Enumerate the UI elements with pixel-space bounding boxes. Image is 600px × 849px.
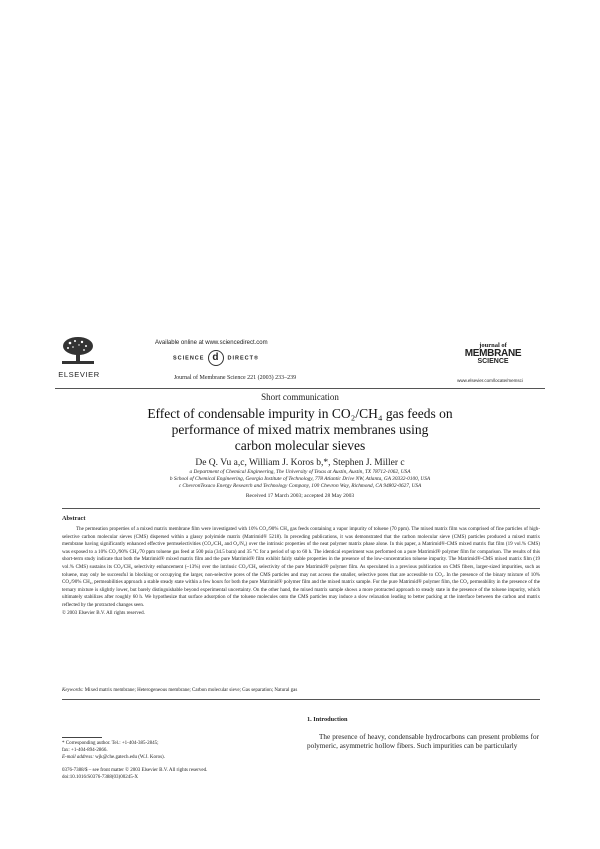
abstract-body: [62, 526, 540, 617]
journal-logo: [463, 342, 523, 366]
received-dates: Received 17 March 2003; accepted 28 May 2003: [245, 493, 355, 499]
journal-url: www.elsevier.com/locate/memsci: [457, 378, 523, 383]
title-line-3: carbon molecular sieves: [234, 438, 366, 453]
journal-logo-line1: journal of: [479, 342, 507, 349]
sciencedirect-logo: [173, 350, 293, 362]
intro-body: [307, 733, 539, 751]
keywords-label: Keywords:: [62, 688, 84, 693]
footnote-rule: [62, 737, 102, 738]
abstract-text: The permeation properties of a mixed matrix membrane film were investigated with 10% CO₂/90% CH₄ gas feeds containing a vapor impurity of toluene (70 ppm). The mixed matrix film was comprised of fine particles of high-selective carbon molecular sieves (CMS) dispersed within a glassy polyimide matrix (Matrimid® 5218). In preceding publications, it was demonstrated that the carbon molecular sieve (CMS) particles produced a mixed matrix membrane having significantly enhanced effective permselectivities (CO₂/CH₄ and O₂/N₂) over the intrinsic properties of the neat polymer matrix phase alone. In this paper, a Matrimid®-CMS mixed matrix flat film (19 vol.% CMS) was exposed to a 10% CO₂/90% CH₄/70 ppm toluene gas feed at 500 psia (34.5 bara) and 35 °C for a period of up to 60 h. The identical experiment was performed on a pure Matrimid® polymer film for comparison. The results of this short-term study indicate that both the Matrimid® mixed matrix film and the pure Matrimid® film exhibit fairly stable properties in the presence of the low-concentration toluene impurity. The Matrimid®-CMS mixed matrix film (19 vol.% CMS) sustains its CO₂/CH₄ selectivity enhancement (~13%) over the intrinsic CO₂/CH₄ selectivity of the pure Matrimid® polymer film. As speculated in a previous publication on CMS fibers, larger-sized impurities, such as toluene, may only be successful in blocking or occupying the larger, non-selective pores of the CMS particles and may not access the smaller, selective pores that are accessible to CO₂. In the presence of the binary mixture of 10% CO₂/90% CH₄, permeabilities approach a stable steady state within a few hours for both the pure Matrimid® polymer film and the mixed matrix sample. For the pure Matrimid® polymer film, the CO₂ permeability in the presence of the ternary mixture is slightly lower, but barely distinguishable beyond experimental uncertainty. On the other hand, the mixed matrix sample shows a more protracted approach to steady state in the presence of the toluene impurity, which ultimately stabilizes after roughly 60 h. We hypothesize that surface adsorption of the toluene molecules onto the CMS particles may induce a slow relaxation leading to better packing at the interface between the carbon and matrix reflected by the protracted changes seen.: [62, 526, 540, 608]
journal-citation: Journal of Membrane Science 221 (2003) 233–239: [173, 375, 297, 381]
keywords-list: Mixed matrix membrane; Heterogeneous membrane; Carbon molecular sieve; Gas separation; Natural gas: [84, 688, 298, 693]
affiliation-c: c ChevronTexaco Energy Research and Technology Company, 100 Chevron Way, Richmond, CA 94802-0627, USA: [178, 483, 422, 489]
article-title: [100, 406, 500, 454]
sciencedirect-at-icon: d: [208, 350, 224, 366]
publisher-name: ELSEVIER: [58, 370, 100, 379]
footnote-email: [62, 755, 262, 762]
issn-line: 0376-7388/$ – see front matter © 2003 Elsevier B.V. All rights reserved.: [62, 768, 208, 773]
abstract-heading: Abstract: [62, 515, 86, 522]
intro-text: The presence of heavy, condensable hydrocarbons can present problems for polymeric, asymmetric hollow fibers. Such impurities can be particularly: [307, 733, 539, 750]
elsevier-tree-logo: [58, 336, 98, 366]
article-type: Short communication: [261, 392, 339, 402]
footnote-corresponding: * Corresponding author. Tel.: +1-404-385-2845;: [62, 741, 159, 746]
abstract-top-rule: [62, 508, 540, 509]
sciencedirect-right: DIRECT®: [227, 355, 260, 362]
author-list: De Q. Vu a,c, William J. Koros b,*, Stephen J. Miller c: [195, 458, 405, 468]
title-line-2: performance of mixed matrix membranes using: [171, 422, 429, 437]
keywords: [62, 688, 540, 693]
journal-logo-line2: MEMBRANE: [464, 348, 522, 359]
availability-line: Available online at www.sciencedirect.com: [155, 340, 268, 346]
intro-heading: 1. Introduction: [307, 716, 348, 723]
doi-line[interactable]: doi:10.1016/S0376-7388(03)00245-X: [62, 775, 138, 780]
affiliation-b: b School of Chemical Engineering, Georgia Institute of Technology, 778 Atlantic Drive NW, Atlanta, GA 30332-0100, USA: [169, 476, 431, 482]
journal-logo-line3: SCIENCE: [477, 358, 509, 365]
header-divider: [55, 388, 545, 389]
abstract-bottom-rule: [62, 699, 540, 700]
sciencedirect-left: SCIENCE: [173, 355, 205, 362]
title-line-1: Effect of condensable impurity in CO₂/CH₄ gas feeds on: [147, 406, 453, 421]
email-label: E-mail address:: [62, 755, 94, 760]
abstract-copyright: © 2003 Elsevier B.V. All rights reserved.: [62, 609, 145, 616]
affiliation-a: a Department of Chemical Engineering, The University of Texas at Austin, Austin, TX 78712-1062, USA: [189, 469, 411, 475]
footnote-fax: fax: +1-404-894-2866.: [62, 748, 108, 753]
email-address[interactable]: wjk@che.gatech.edu (W.J. Koros).: [95, 755, 165, 760]
